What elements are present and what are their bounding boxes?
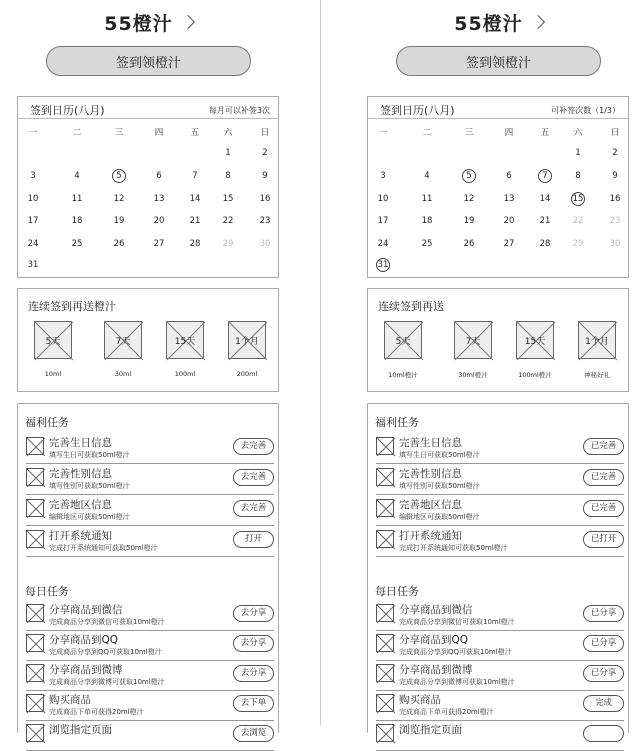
daily-task	[376, 691, 624, 721]
task-image-placeholder	[26, 499, 44, 517]
task-image-placeholder	[376, 724, 394, 742]
calendar-day[interactable]: 18	[421, 216, 433, 226]
daily-task	[376, 721, 624, 751]
calendar-day[interactable]: 13	[503, 194, 515, 204]
calendar-day[interactable]: 3	[30, 171, 36, 181]
task-list	[17, 403, 279, 738]
task-name: 分享商品到微博	[399, 664, 473, 676]
calendar-day-checked[interactable]: 5	[112, 169, 126, 183]
task-name: 购买商品	[49, 694, 91, 706]
task-action-button[interactable]: 已分享	[583, 635, 624, 652]
task-desc: 完成商品分享到QQ可获取10ml橙汁	[399, 648, 512, 656]
calendar-day[interactable]: 24	[377, 239, 389, 249]
welfare-task	[376, 527, 624, 557]
reward-image	[34, 321, 72, 359]
task-desc: 完成商品分享到微信可获取10ml橙汁	[399, 618, 515, 626]
calendar-header	[368, 97, 628, 119]
calendar-day[interactable]: 1	[225, 148, 231, 158]
welfare-task	[376, 465, 624, 495]
welfare-task	[26, 527, 274, 557]
task-desc: 填写性别可获取50ml橙汁	[399, 482, 480, 490]
task-image-placeholder	[26, 468, 44, 486]
welfare-task	[26, 434, 274, 464]
calendar-day[interactable]: 17	[377, 216, 389, 226]
task-action-button[interactable]: 打开	[233, 531, 274, 548]
task-image-placeholder	[376, 437, 394, 455]
task-action-button[interactable]: 完成	[583, 695, 624, 712]
weekday-label: 一	[378, 128, 388, 138]
weekday-label: 日	[260, 128, 270, 138]
calendar-day[interactable]: 27	[153, 239, 165, 249]
streak-rewards	[17, 288, 279, 392]
chevron-right-icon[interactable]	[181, 15, 195, 29]
task-name: 完善性别信息	[49, 468, 112, 480]
daily-task	[26, 691, 274, 721]
left-screen	[17, 0, 280, 738]
weekday-label: 三	[114, 128, 124, 138]
weekday-label: 五	[540, 128, 550, 138]
calendar-day[interactable]: 22	[222, 216, 234, 226]
task-desc: 完成商品分享到微博可获取10ml橙汁	[399, 678, 515, 686]
daily-task	[26, 601, 274, 631]
task-action-button[interactable]: 已打开	[583, 531, 624, 548]
calendar-day[interactable]: 31	[27, 260, 39, 270]
weekday-label: 六	[223, 128, 233, 138]
task-image-placeholder	[376, 499, 394, 517]
welfare-task	[376, 434, 624, 464]
task-image-placeholder	[26, 634, 44, 652]
task-name: 浏览指定页面	[399, 724, 462, 736]
calendar-day[interactable]: 12	[113, 194, 125, 204]
weekday-label: 四	[154, 128, 164, 138]
calendar-day[interactable]: 2	[262, 148, 268, 158]
calendar-day[interactable]: 30	[259, 239, 271, 249]
reward-caption: 100ml橙汁	[518, 371, 552, 379]
task-desc: 完成打开系统通知可获取50ml橙汁	[399, 544, 508, 552]
calendar-day[interactable]: 25	[421, 239, 433, 249]
task-desc: 完成商品分享到QQ可获取10ml橙汁	[49, 648, 162, 656]
calendar-day[interactable]: 26	[463, 239, 475, 249]
calendar-note: 可补签次数（1/3）	[551, 105, 620, 115]
calendar-day[interactable]: 8	[225, 171, 231, 181]
checkin-calendar	[17, 96, 279, 278]
calendar-day[interactable]: 7	[192, 171, 198, 181]
streak-title: 连续签到再送	[378, 300, 444, 313]
weekday-label: 日	[610, 128, 620, 138]
chevron-right-icon[interactable]	[531, 15, 545, 29]
task-name: 完善地区信息	[49, 499, 112, 511]
reward-days: 15天	[524, 337, 546, 347]
task-name: 分享商品到QQ	[49, 634, 119, 646]
task-action-button[interactable]: 去完善	[233, 500, 274, 517]
task-action-button[interactable]: 去浏览	[233, 725, 274, 742]
right-screen	[367, 0, 630, 736]
reward-caption: 30ml	[114, 370, 132, 378]
streak-title: 连续签到再送橙汁	[28, 300, 116, 313]
task-image-placeholder	[26, 530, 44, 548]
calendar-day[interactable]: 11	[71, 194, 83, 204]
daily-title: 每日任务	[25, 585, 69, 598]
calendar-day-checked[interactable]: 5	[462, 169, 476, 183]
calendar-day[interactable]: 6	[156, 171, 162, 181]
calendar-day[interactable]: 24	[27, 239, 39, 249]
calendar-day[interactable]: 16	[259, 194, 271, 204]
reward-caption: 200ml	[236, 370, 258, 378]
calendar-day[interactable]: 25	[71, 239, 83, 249]
weekday-label: 一	[28, 128, 38, 138]
weekday-label: 五	[190, 128, 200, 138]
reward-image	[516, 321, 554, 359]
calendar-note: 每月可以补签3次	[208, 105, 270, 115]
calendar-grid	[18, 119, 278, 277]
task-desc: 填写生日可获取50ml橙汁	[49, 451, 130, 459]
calendar-day-checked[interactable]: 31	[377, 260, 389, 270]
calendar-day[interactable]: 22	[572, 216, 584, 226]
welfare-title: 福利任务	[375, 416, 419, 429]
calendar-day[interactable]: 2	[612, 148, 618, 158]
task-action-button[interactable]: 已分享	[583, 665, 624, 682]
task-action-button[interactable]: 去分享	[233, 635, 274, 652]
task-action-button[interactable]: 已分享	[583, 605, 624, 622]
task-image-placeholder	[26, 437, 44, 455]
daily-task	[26, 721, 274, 751]
daily-task	[26, 631, 274, 661]
calendar-day[interactable]: 3	[380, 171, 386, 181]
daily-task	[376, 601, 624, 631]
task-name: 分享商品到微信	[399, 604, 473, 616]
calendar-day-checked[interactable]: 15	[572, 194, 584, 204]
reward-image	[578, 321, 616, 359]
weekday-label: 四	[504, 128, 514, 138]
calendar-day[interactable]: 23	[609, 216, 621, 226]
task-action-button[interactable]: 已完善	[583, 500, 624, 517]
reward-image	[454, 321, 492, 359]
task-image-placeholder	[26, 604, 44, 622]
reward-days: 7天	[115, 337, 131, 347]
weekday-label: 二	[422, 128, 432, 138]
calendar-day[interactable]: 27	[503, 239, 515, 249]
task-image-placeholder	[376, 664, 394, 682]
calendar-day[interactable]: 13	[153, 194, 165, 204]
calendar-day[interactable]: 19	[463, 216, 475, 226]
reward-caption: 30ml橙汁	[458, 371, 488, 379]
calendar-header	[18, 97, 278, 119]
task-name: 打开系统通知	[399, 530, 462, 542]
task-action-button[interactable]	[583, 725, 624, 742]
streak-rewards	[367, 288, 629, 392]
reward-image	[384, 321, 422, 359]
task-name: 分享商品到微博	[49, 664, 123, 676]
calendar-day[interactable]: 21	[539, 216, 551, 226]
reward-image	[104, 321, 142, 359]
calendar-day[interactable]: 28	[539, 239, 551, 249]
task-image-placeholder	[376, 634, 394, 652]
task-name: 完善生日信息	[49, 437, 112, 449]
calendar-day[interactable]: 10	[27, 194, 39, 204]
task-name: 分享商品到QQ	[399, 634, 469, 646]
task-image-placeholder	[376, 694, 394, 712]
task-name: 分享商品到微信	[49, 604, 123, 616]
reward-days: 7天	[465, 337, 481, 347]
calendar-day[interactable]: 16	[609, 194, 621, 204]
task-list	[367, 403, 629, 736]
calendar-day[interactable]: 28	[189, 239, 201, 249]
calendar-day[interactable]: 29	[222, 239, 234, 249]
reward-image	[166, 321, 204, 359]
task-name: 完善生日信息	[399, 437, 462, 449]
weekday-label: 三	[464, 128, 474, 138]
reward-caption: 10ml橙汁	[388, 371, 418, 379]
calendar-day[interactable]: 30	[609, 239, 621, 249]
page-header[interactable]	[17, 0, 280, 44]
reward-days: 1个月	[235, 337, 259, 347]
task-image-placeholder	[26, 724, 44, 742]
calendar-day[interactable]: 14	[539, 194, 551, 204]
task-desc: 完成商品下单可获得20ml橙汁	[399, 708, 494, 716]
calendar-day-checked[interactable]: 7	[538, 169, 552, 183]
daily-title: 每日任务	[375, 585, 419, 598]
daily-task	[26, 661, 274, 691]
task-desc: 填写性别可获取50ml橙汁	[49, 482, 130, 490]
task-image-placeholder	[26, 694, 44, 712]
calendar-day[interactable]: 4	[74, 171, 80, 181]
task-name: 打开系统通知	[49, 530, 112, 542]
calendar-day[interactable]: 26	[113, 239, 125, 249]
task-action-button[interactable]: 已完善	[583, 469, 624, 486]
daily-task	[376, 661, 624, 691]
task-action-button[interactable]: 去分享	[233, 665, 274, 682]
task-action-button[interactable]: 去完善	[233, 469, 274, 486]
calendar-day[interactable]: 23	[259, 216, 271, 226]
calendar-day[interactable]: 20	[503, 216, 515, 226]
calendar-day[interactable]: 15	[222, 194, 234, 204]
task-desc: 完成商品分享到微信可获取10ml橙汁	[49, 618, 165, 626]
task-desc: 编辑地区可获取50ml橙汁	[49, 513, 130, 521]
calendar-day[interactable]: 19	[113, 216, 125, 226]
page-title: 55橙汁	[454, 12, 523, 35]
reward-caption: 神秘好礼	[584, 371, 610, 379]
calendar-day[interactable]: 11	[421, 194, 433, 204]
calendar-day[interactable]: 10	[377, 194, 389, 204]
calendar-day[interactable]: 21	[189, 216, 201, 226]
reward-days: 5天	[395, 337, 411, 347]
task-desc: 完成商品分享到微博可获取10ml橙汁	[49, 678, 165, 686]
checkin-calendar	[367, 96, 629, 278]
task-image-placeholder	[376, 604, 394, 622]
calendar-day[interactable]: 1	[575, 148, 581, 158]
task-desc: 完成打开系统通知可获取50ml橙汁	[49, 544, 158, 552]
page-title: 55橙汁	[104, 12, 173, 35]
reward-caption: 10ml	[44, 370, 62, 378]
calendar-day[interactable]: 29	[572, 239, 584, 249]
task-action-button[interactable]: 去完善	[233, 438, 274, 455]
task-action-button[interactable]: 去分享	[233, 605, 274, 622]
task-name: 完善地区信息	[399, 499, 462, 511]
calendar-day[interactable]: 8	[575, 171, 581, 181]
reward-days: 5天	[45, 337, 61, 347]
calendar-grid	[368, 119, 628, 277]
calendar-day[interactable]: 9	[262, 171, 268, 181]
calendar-day[interactable]: 14	[189, 194, 201, 204]
calendar-day[interactable]: 17	[27, 216, 39, 226]
calendar-day[interactable]: 9	[612, 171, 618, 181]
weekday-label: 六	[573, 128, 583, 138]
weekday-label: 二	[72, 128, 82, 138]
calendar-title: 签到日历(八月)	[380, 104, 455, 117]
reward-caption: 100ml	[174, 370, 196, 378]
reward-days: 1个月	[585, 337, 609, 347]
task-desc: 编辑地区可获取50ml橙汁	[399, 513, 480, 521]
calendar-day[interactable]: 4	[424, 171, 430, 181]
welfare-task	[26, 465, 274, 495]
calendar-day[interactable]: 12	[463, 194, 475, 204]
panel-divider	[320, 0, 321, 725]
calendar-day[interactable]: 20	[153, 216, 165, 226]
task-image-placeholder	[26, 664, 44, 682]
task-action-button[interactable]: 去下单	[233, 695, 274, 712]
checkin-button[interactable]: 签到领橙汁	[46, 46, 251, 76]
checkin-button[interactable]: 签到领橙汁	[396, 46, 601, 76]
task-name: 完善性别信息	[399, 468, 462, 480]
welfare-task	[26, 496, 274, 526]
reward-days: 15天	[174, 337, 196, 347]
welfare-task	[376, 496, 624, 526]
page-header[interactable]	[367, 0, 630, 44]
task-image-placeholder	[376, 530, 394, 548]
reward-image	[228, 321, 266, 359]
task-name: 浏览指定页面	[49, 724, 112, 736]
daily-task	[376, 631, 624, 661]
task-image-placeholder	[376, 468, 394, 486]
welfare-title: 福利任务	[25, 416, 69, 429]
calendar-day[interactable]: 18	[71, 216, 83, 226]
calendar-title: 签到日历(八月)	[30, 104, 105, 117]
task-name: 购买商品	[399, 694, 441, 706]
task-desc: 完成商品下单可获得20ml橙汁	[49, 708, 144, 716]
calendar-day[interactable]: 6	[506, 171, 512, 181]
task-desc: 填写生日可获取50ml橙汁	[399, 451, 480, 459]
task-action-button[interactable]: 已完善	[583, 438, 624, 455]
